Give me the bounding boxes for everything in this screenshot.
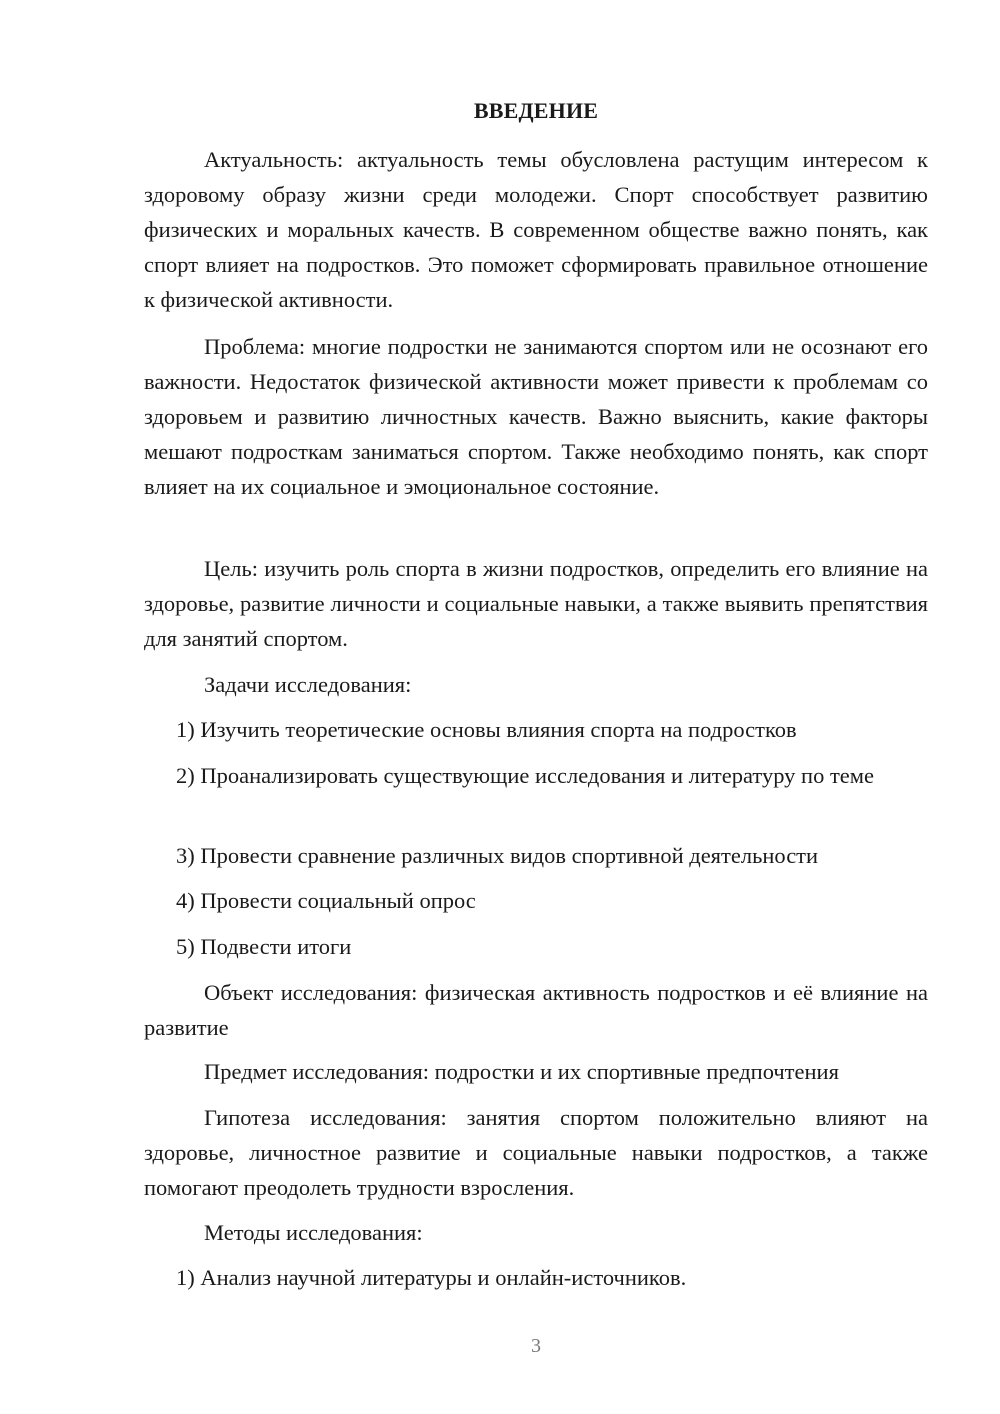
paragraph-problem: Проблема: многие подростки не занимаются спортом или не осознают его важности. Недостаток физической активности может привести к проблемам со здоровьем и развитию личностных качеств. Важно выяснить, какие факторы мешают подросткам заниматься спортом. Также необходимо понять, как спорт влияет на их социальное и эмоциональное состояние.: [144, 334, 928, 499]
page-number: 3: [531, 1335, 541, 1357]
paragraph-hypothesis: Гипотеза исследования: занятия спортом положительно влияют на здоровье, личностное развитие и социальные навыки подростков, а также помогают преодолеть трудности взросления.: [144, 1105, 928, 1200]
paragraph-object: Объект исследования: физическая активность подростков и её влияние на развитие: [144, 980, 928, 1040]
task-item: 1) Изучить теоретические основы влияния спорта на подростков: [176, 717, 797, 742]
paragraph-goal: Цель: изучить роль спорта в жизни подростков, определить его влияние на здоровье, развитие личности и социальные навыки, а также выявить препятствия для занятий спортом.: [144, 556, 928, 651]
task-item: 5) Подвести итоги: [176, 934, 352, 959]
task-item: 4) Провести социальный опрос: [176, 888, 476, 913]
section-title: ВВЕДЕНИЕ: [473, 98, 599, 123]
methods-heading: Методы исследования:: [204, 1220, 423, 1245]
task-item: 3) Провести сравнение различных видов спортивной деятельности: [176, 843, 819, 868]
paragraph-relevance: Актуальность: актуальность темы обусловлена растущим интересом к здоровому образу жизни среди молодежи. Спорт способствует развитию физических и моральных качеств. В современном обществе важно понять, как спорт влияет на подростков. Это поможет сформировать правильное отношение к физической активности.: [144, 147, 928, 312]
paragraph-subject: Предмет исследования: подростки и их спортивные предпочтения: [204, 1059, 839, 1084]
tasks-heading: Задачи исследования:: [204, 672, 412, 697]
task-item: 2) Проанализировать существующие исследования и литературу по теме: [176, 763, 874, 788]
method-item: 1) Анализ научной литературы и онлайн-источников.: [176, 1265, 687, 1290]
